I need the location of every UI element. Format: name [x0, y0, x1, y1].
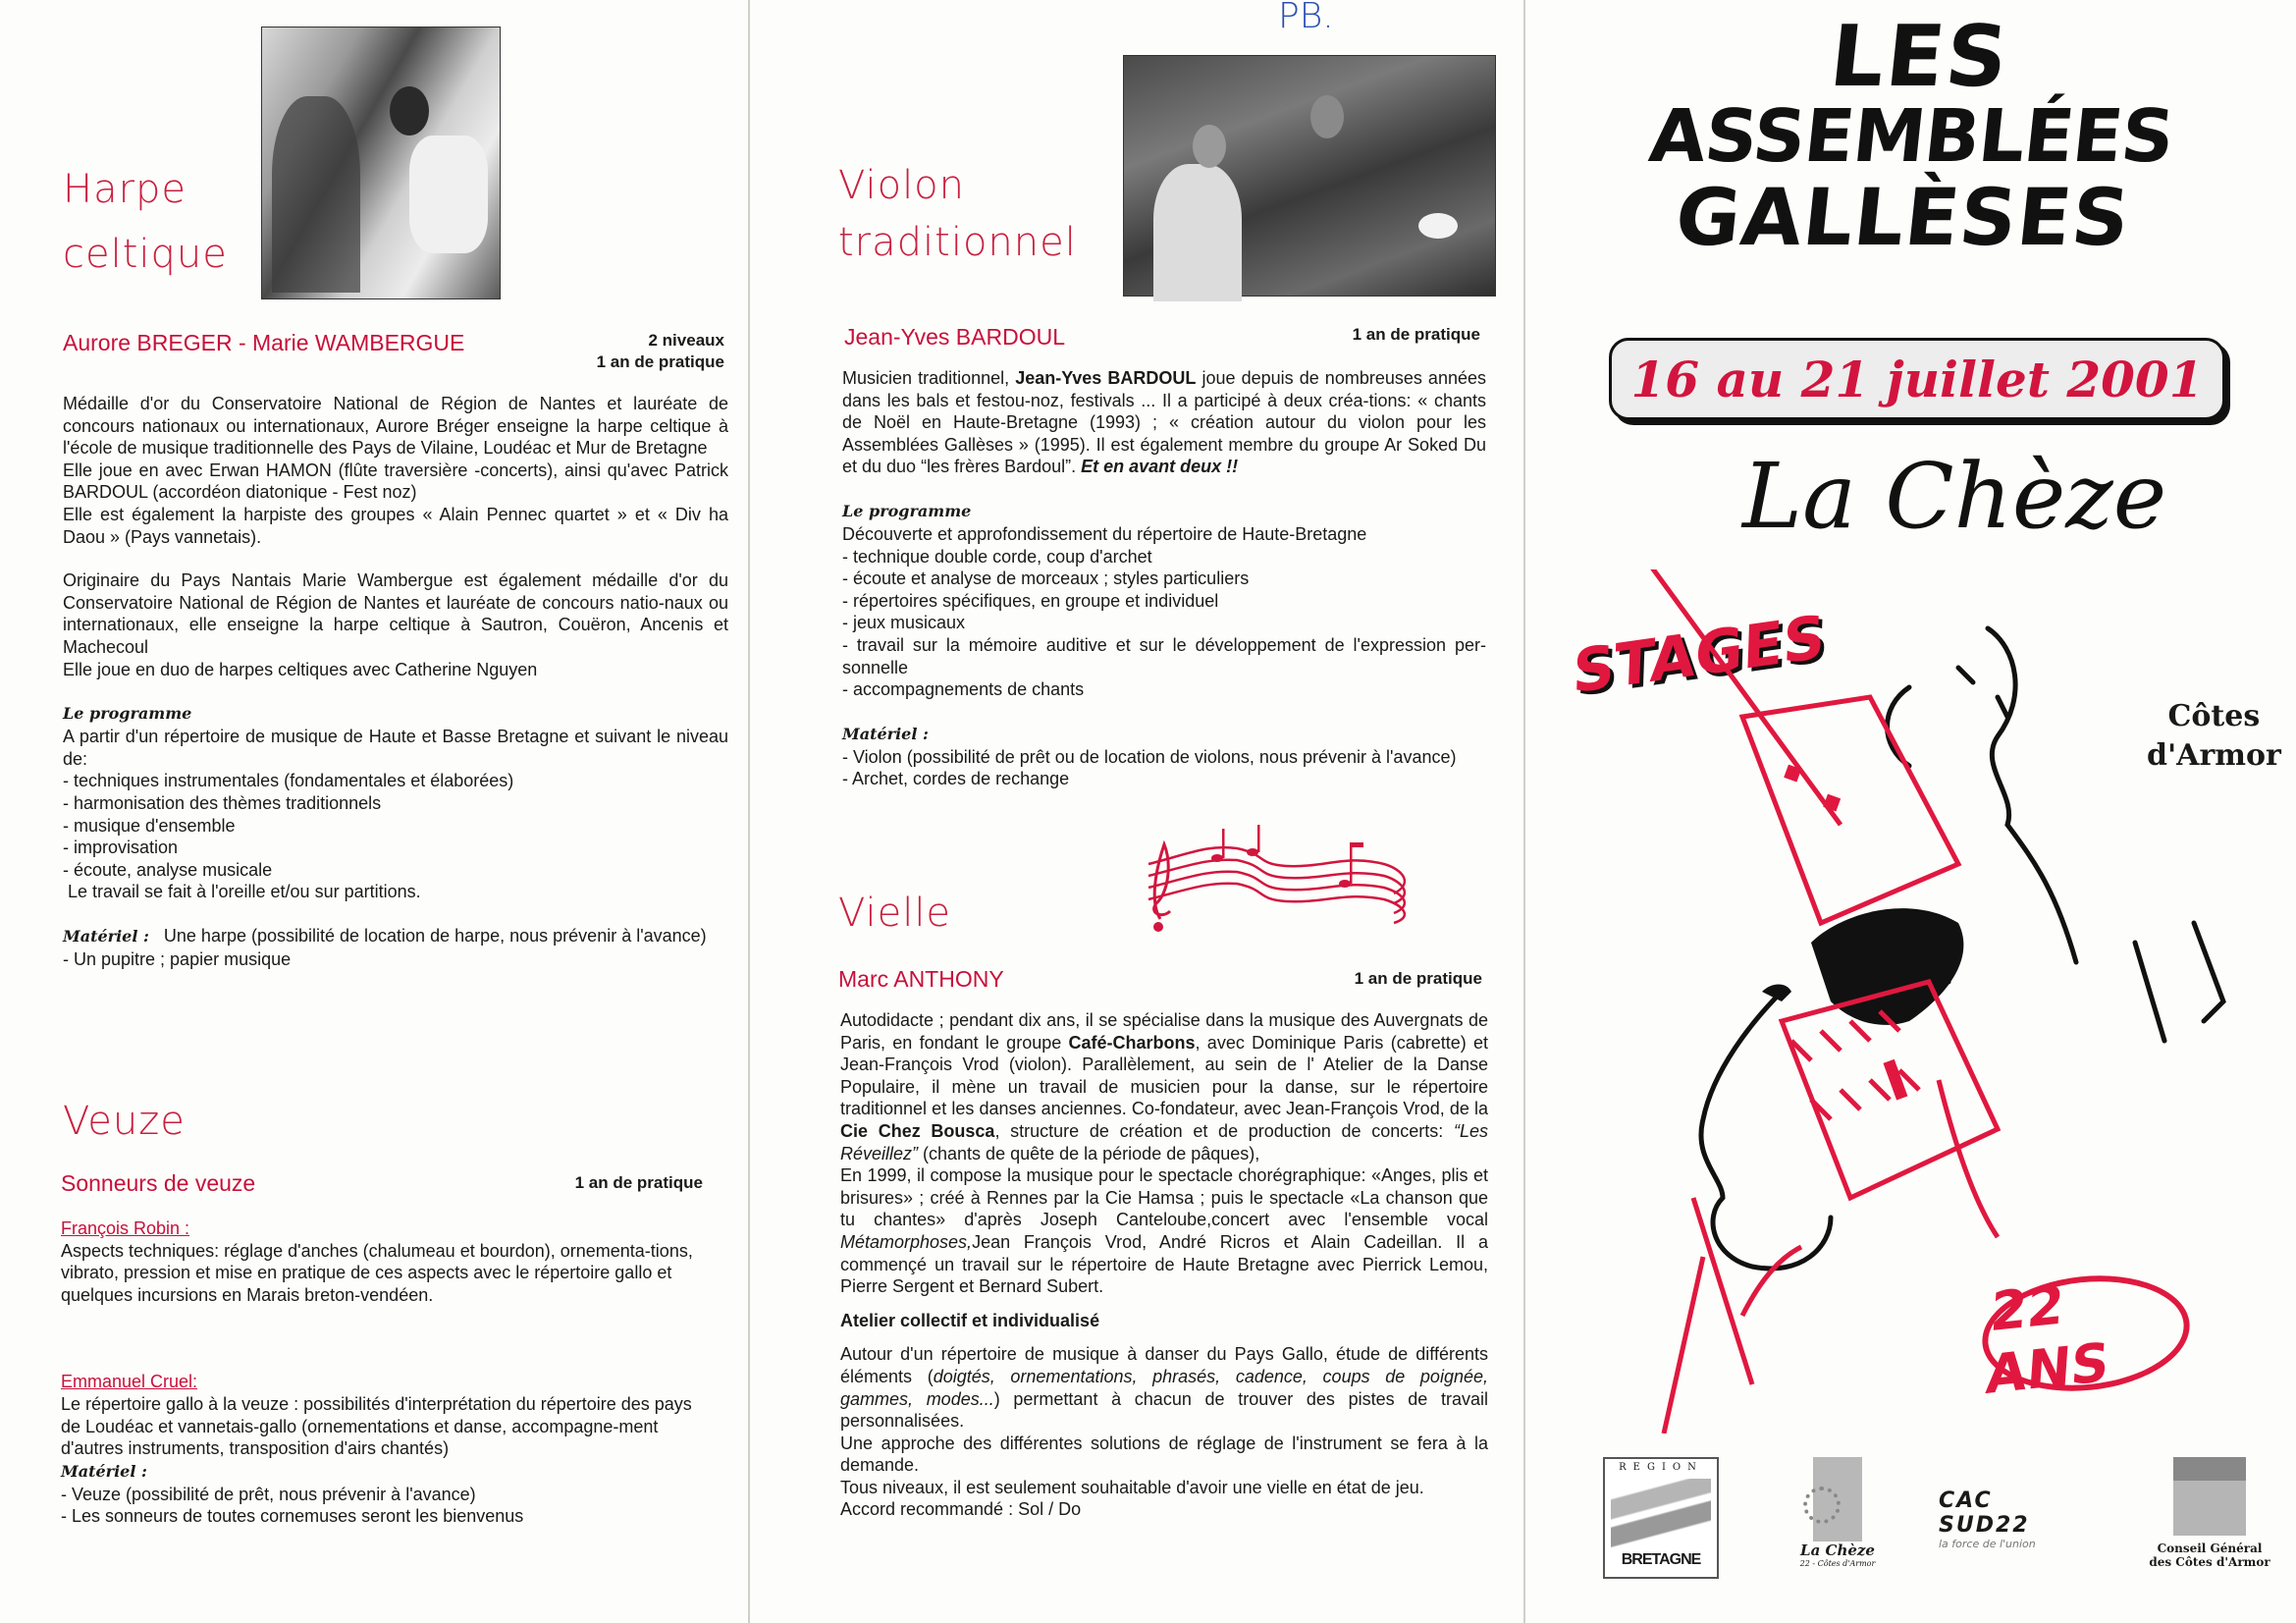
place-name: La Chèze [1742, 444, 2167, 549]
teacher-violon: Jean-Yves BARDOUL [844, 324, 1065, 350]
level-line: 1 an de pratique [596, 352, 724, 371]
festival-title [1514, 8, 2296, 263]
materiel-heading: Matériel : [63, 926, 149, 946]
festival-dates: 16 au 21 juillet 2001 [1630, 350, 2204, 408]
level-harpe [528, 330, 724, 373]
logo-text: Conseil Général [2157, 1542, 2263, 1555]
region-line: Côtes [2167, 699, 2261, 733]
bio-text: , avec Dominique Paris (cabrette) et Jean-François Vrod (violon). Parallèlement, au sein de l' Atelier de la Danse Populaire, il mène un travail de musicien pour la danse, sur le répertoire traditionnel et les danses anciennes. Co-fondateur, avec Jean-François Vrod, de la [840, 1032, 1489, 1119]
programme-item: - travail sur la mémoire auditive et sur le développement de l'expression per-sonnelle [842, 634, 1486, 677]
anniversary-badge [1977, 1266, 2196, 1407]
teacher-veuze: Sonneurs de veuze [61, 1170, 256, 1196]
level-vielle: 1 an de pratique [1354, 969, 1482, 988]
programme-heading: Le programme [63, 704, 192, 724]
bio-ensemble: Métamorphoses, [840, 1231, 973, 1252]
materiel-item: - Veuze (possibilité de prêt, nous prévenir à l'avance) [61, 1484, 476, 1504]
atelier-part: ) permettant à chacun de trouver des pistes de travail personnalisées. [840, 1388, 1488, 1432]
vielle-bio-2 [840, 1164, 1488, 1298]
programme-item: Le travail se fait à l'oreille et/ou sur partitions. [63, 882, 421, 902]
logo-text: BRETAGNE [1621, 1551, 1701, 1568]
title-line: LES [1825, 8, 2014, 106]
vielle-body [840, 1009, 1488, 1521]
la-cheze-logo [1784, 1457, 1892, 1585]
programme-item: A partir d'un répertoire de musique de Haute et Basse Bretagne et suivant le niveau de: [63, 727, 728, 769]
bio-text: Autodidacte ; pendant dix ans, il se spécialise dans la musique des Auvergnats de Paris, en fondant le groupe [840, 1010, 1488, 1053]
logo-text: La Chèze [1800, 1542, 1875, 1559]
bio-company: Cie Chez Bousca [840, 1120, 995, 1141]
cover-panel [1526, 0, 2296, 1623]
teacher-harpe: Aurore BREGER - Marie WAMBERGUE [63, 330, 465, 355]
teacher-name-cruel: Emmanuel Cruel: [61, 1372, 198, 1392]
bio-text: , structure de création et de production de concerts: [994, 1120, 1454, 1141]
atelier-text [840, 1343, 1488, 1432]
programme-item: - improvisation [63, 838, 179, 858]
programme-item: - écoute, analyse musicale [63, 859, 273, 880]
programme-item: - musique d'ensemble [63, 815, 236, 836]
level-violon: 1 an de pratique [1352, 325, 1480, 344]
bio-text: En 1999, il compose la musique pour le spectacle chorégraphique: «Anges, plis et brisures» ; créé à Rennes par la Cie Hamsa ; puis le spectacle «La chanson que tu chantes» d'après Joseph Canteloube,concert avec l'ensemble vocal [840, 1165, 1488, 1230]
veuze-body [61, 1217, 709, 1528]
materiel-heading: Matériel : [842, 724, 929, 743]
section-title-harpe [63, 157, 228, 287]
atelier-heading: Atelier collectif et individualisé [840, 1310, 1100, 1330]
atelier-elements: doigtés, ornementations, phrasés, cadence, coups de poignée, gammes, modes... [840, 1366, 1488, 1409]
anniversary-text: 22 ANS [1984, 1272, 2111, 1407]
programme-heading: Le programme [842, 501, 972, 520]
materiel-item: - Archet, cordes de rechange [842, 769, 1070, 789]
programme-item: - accompagnements de chants [842, 679, 1085, 700]
materiel-item: - Les sonneurs de toutes cornemuses seront les bienvenus [61, 1506, 524, 1527]
region-bretagne-logo [1603, 1457, 1719, 1579]
programme-item: - écoute et analyse de morceaux ; styles particuliers [842, 568, 1250, 589]
atelier-paragraph: Une approche des différentes solutions de réglage de l'instrument se fera à la demande. [840, 1433, 1488, 1476]
title-line: ASSEMBLÉES [1645, 94, 2178, 179]
programme-item: - répertoires spécifiques, en groupe et individuel [842, 590, 1219, 611]
bio-paragraph: Originaire du Pays Nantais Marie Wambergue est également médaille d'or du Conservatoire National de Région de Nantes et lauréate de concours natio-naux ou internationaux, elle enseigne la harpe celtique à Sautron, Couëron, Ancenis et Machecoul [63, 570, 728, 657]
bio-text: Musicien traditionnel, [842, 368, 1016, 388]
fold-line-1 [748, 0, 750, 1623]
level-line: 2 niveaux [648, 331, 724, 350]
bio-harpe [63, 393, 728, 970]
bio-text: joue depuis de nombreuses années dans les bals et festou-noz, festivals ... Il a participé à deux créa-tions: « chants de Noël en Haute-Bretagne (1993) ; « création autour du violon pour les Assemblées Gallèses » (1995). Il est également membre du groupe Ar Soked Du et du duo “les frères Bardoul”. [842, 368, 1486, 477]
title-line: traditionnel [838, 220, 1077, 265]
bio-paragraph: Elle joue en duo de harpes celtiques avec Catherine Nguyen [63, 659, 538, 679]
programme-item: - jeux musicaux [842, 613, 966, 633]
bio-name: Jean-Yves BARDOUL [1015, 368, 1197, 388]
atelier-part: Autour d'un répertoire de musique à danser du Pays Gallo, étude de différents éléments ( [840, 1344, 1488, 1386]
handwritten-annotation: PB. [1278, 0, 1334, 36]
title-line: Harpe [63, 167, 187, 212]
bio-text: (chants de quête de la période de pâques), [918, 1143, 1260, 1163]
materiel-item: - Violon (possibilité de prêt ou de location de violons, nous prévenir à l'avance) [842, 746, 1457, 767]
bio-exclamation: Et en avant deux !! [1081, 457, 1239, 477]
cac-sud22-logo [1939, 1488, 2086, 1550]
panel-harpe-veuze [0, 0, 746, 1623]
atelier-paragraph: Tous niveaux, il est seulement souhaitable d'avoir une vielle en état de jeu. [840, 1477, 1424, 1497]
cruel-description: Le répertoire gallo à la veuze : possibilités d'interprétation du répertoire des pays de Loudéac et vannetais-gallo (ornementations et danse, accompagne-ment d'autres instruments, transposition d'airs chantés) [61, 1393, 692, 1459]
section-title-veuze: Veuze [63, 1099, 186, 1144]
vielle-bio [840, 1009, 1488, 1164]
violin-players-photo [1123, 55, 1496, 297]
panel-violon-vielle [756, 0, 1522, 1623]
section-title-vielle: Vielle [838, 891, 952, 936]
title-line: celtique [63, 232, 228, 277]
logo-text: 22 - Côtes d'Armor [1799, 1559, 1876, 1568]
section-title-violon [838, 157, 1077, 271]
musicians-illustration [1585, 569, 2292, 1434]
dates-banner [1609, 338, 2225, 420]
bio-paragraph: Médaille d'or du Conservatoire National de Région de Nantes et lauréate de concours nationaux ou internationaux, Aurore Bréger enseigne la harpe celtique à l'école de musique traditionnelle des Pays de Vilaine, Loudéac et Mur de Bretagne [63, 394, 728, 459]
programme-item: - harmonisation des thèmes traditionnels [63, 792, 382, 813]
atelier-paragraph: Accord recommandé : Sol / Do [840, 1499, 1082, 1520]
logo-text: REGION [1619, 1462, 1703, 1473]
violon-bio [842, 367, 1486, 478]
bio-group: Café-Charbons [1068, 1032, 1196, 1053]
harpists-photo [261, 27, 501, 299]
materiel-heading: Matériel : [61, 1461, 147, 1481]
level-veuze: 1 an de pratique [574, 1173, 703, 1192]
materiel-harpe [63, 925, 728, 948]
bio-paragraph: Elle joue en avec Erwan HAMON (flûte traversière -concerts), ainsi qu'avec Patrick BARDOUL (accordéon diatonique - Fest noz) [63, 460, 728, 503]
programme-item: Découverte et approfondissement du répertoire de Haute-Bretagne [842, 523, 1367, 544]
bio-paragraph: Elle est également la harpiste des groupes « Alain Pennec quartet » et « Div ha Daou » (Pays vannetais). [63, 504, 728, 547]
bio-show: “Les Réveillez” [840, 1120, 1489, 1163]
bio-text: Jean François Vrod, André Ricros et Alain Cadeillan. Il a commençé un travail sur le répertoire de Haute Bretagne avec Pierrick Lemou, Pierre Sergent et Bernard Subert. [840, 1231, 1488, 1297]
programme-item: - techniques instrumentales (fondamentales et élaborées) [63, 771, 514, 791]
programme-item: - technique double corde, coup d'archet [842, 546, 1152, 567]
teacher-name-robin: François Robin : [61, 1218, 190, 1238]
materiel-item: - Un pupitre ; papier musique [63, 948, 292, 969]
logo-text: des Côtes d'Armor [2149, 1555, 2270, 1569]
logo-text: la force de l'union [1939, 1538, 2036, 1550]
conseil-general-logo [2141, 1457, 2278, 1604]
region-line: d'Armor [2147, 738, 2281, 773]
title-line: GALLÈSES [1671, 172, 2135, 263]
title-line: Violon [838, 163, 966, 208]
violon-body [842, 367, 1486, 790]
materiel-item: Une harpe (possibilité de location de harpe, nous prévenir à l'avance) [163, 925, 707, 946]
teacher-vielle: Marc ANTHONY [838, 966, 1004, 992]
robin-description: Aspects techniques: réglage d'anches (chalumeau et bourdon), ornementa-tions, vibrato, pression et mise en pratique de ces aspects avec le répertoire gallo et quelques incursions en Marais breton-vendéen. [61, 1240, 693, 1305]
logo-text: CAC SUD22 [1939, 1488, 2030, 1538]
stages-label: STAGES [1572, 602, 1827, 708]
music-staff-icon [1129, 825, 1423, 943]
